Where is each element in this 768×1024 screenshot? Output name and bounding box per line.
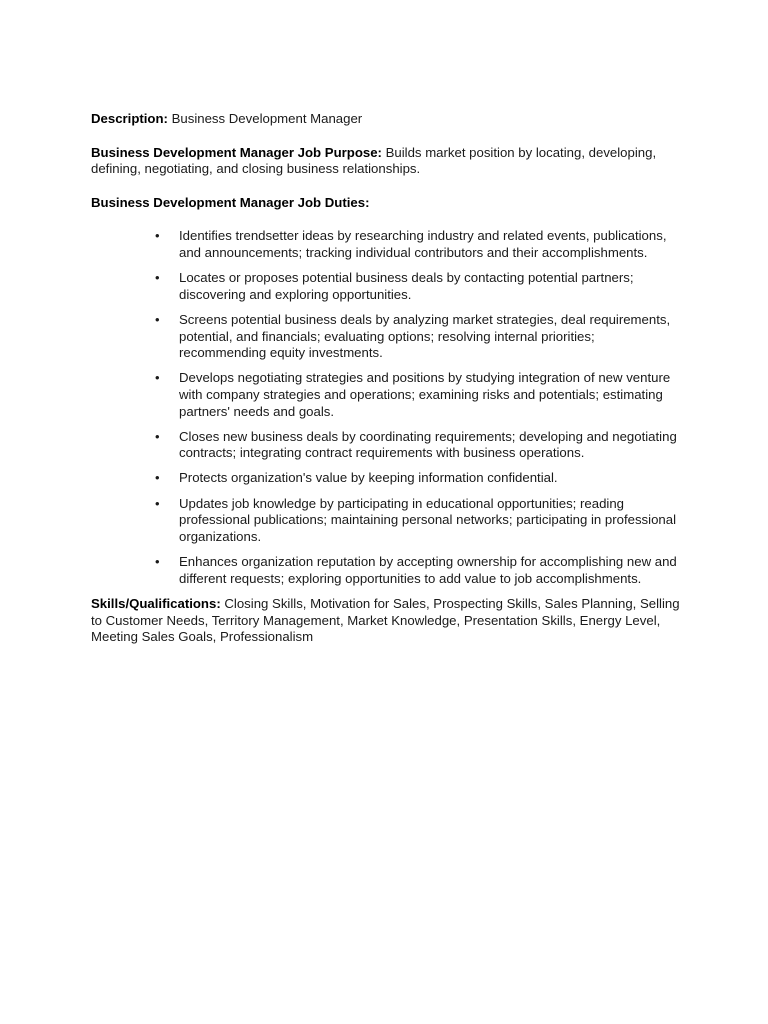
bullet-icon: •: [155, 554, 160, 570]
duty-item: [91, 496, 681, 546]
bullet-icon: •: [155, 428, 160, 444]
duty-item: [91, 470, 681, 487]
job-purpose-paragraph: [91, 145, 681, 178]
duty-item: [91, 312, 681, 362]
description-paragraph: [91, 111, 681, 128]
document-content: [91, 111, 681, 663]
duty-text: Screens potential business deals by analyzing market strategies, deal requirements, potential, and financials; evaluating options; resolving internal priorities; recommending equity investments.: [179, 311, 671, 361]
skills-value: Closing Skills, Motivation for Sales, Prospecting Skills, Sales Planning, Selling to Customer Needs, Territory Management, Market Knowledge, Presentation Skills, Energy Level, Meeting Sales Goals, Professionalism: [91, 596, 680, 645]
duty-text: Locates or proposes potential business deals by contacting potential partners; discovering and exploring opportunities.: [179, 270, 634, 302]
bullet-icon: •: [155, 370, 160, 386]
description-value: Business Development Manager: [171, 111, 363, 126]
skills-label: Skills/Qualifications:: [91, 596, 221, 612]
duty-text: Protects organization's value by keeping information confidential.: [179, 470, 558, 486]
description-label: Description:: [91, 111, 168, 126]
job-duties-list: [91, 228, 681, 587]
bullet-icon: •: [155, 270, 160, 286]
duty-text: Develops negotiating strategies and positions by studying integration of new venture with company strategies and operations; examining risks and potentials; estimating partners' needs and goals.: [179, 370, 671, 419]
job-duties-heading: Business Development Manager Job Duties:: [91, 194, 370, 210]
duty-text: Closes new business deals by coordinating requirements; developing and negotiating contracts; integrating contract requirements with business operations.: [179, 428, 677, 461]
duty-item: [91, 370, 681, 420]
duty-text: Identifies trendsetter ideas by researching industry and related events, publications, and announcements; tracking individual contributors and their accomplishments.: [179, 228, 667, 260]
duty-item: [91, 228, 681, 261]
duty-text: Updates job knowledge by participating in educational opportunities; reading professional publications; maintaining personal networks; participating in professional organizations.: [179, 495, 677, 544]
skills-paragraph: [91, 596, 681, 646]
duty-text: Enhances organization reputation by accepting ownership for accomplishing new and different requests; exploring opportunities to add value to job accomplishments.: [179, 554, 677, 586]
bullet-icon: •: [155, 495, 160, 511]
bullet-icon: •: [155, 311, 160, 327]
job-purpose-value: Builds market position by locating, developing, defining, negotiating, and closing business relationships.: [91, 144, 657, 177]
duty-item: [91, 554, 681, 587]
job-purpose-label: Business Development Manager Job Purpose:: [91, 144, 382, 160]
duty-item: [91, 270, 681, 303]
duty-item: [91, 429, 681, 462]
bullet-icon: •: [155, 470, 160, 486]
bullet-icon: •: [155, 228, 160, 244]
